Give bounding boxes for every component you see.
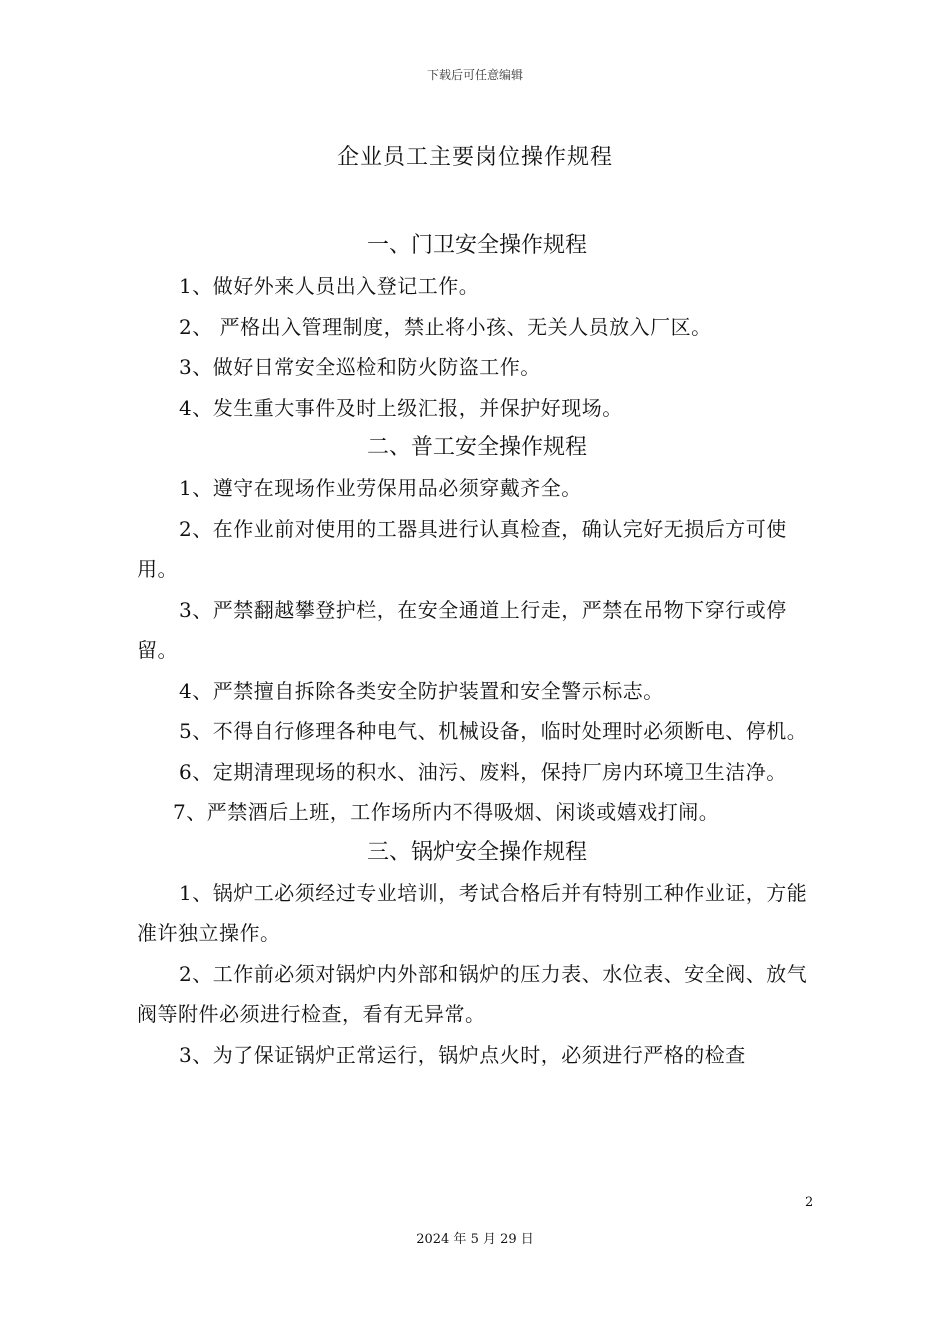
paragraph: 4、严禁擅自拆除各类安全防护装置和安全警示标志。: [179, 678, 664, 703]
section-heading: 一、门卫安全操作规程: [366, 233, 587, 258]
paragraph: 1、做好外来人员出入登记工作。: [179, 274, 480, 298]
section-heading: 三、锅炉安全操作规程: [366, 839, 587, 865]
paragraph: 1、遵守在现场作业劳保用品必须穿戴齐全。: [179, 476, 582, 500]
paragraph: 2、工作前必须对锅炉内外部和锅炉的压力表、水位表、安全阀、放气阀等附件必须进行检查，看有无异常。: [137, 961, 808, 1026]
paragraph: 3、做好日常安全巡检和防火防盗工作。: [179, 355, 541, 379]
paragraph: 4、发生重大事件及时上级汇报，并保护好现场。: [179, 395, 623, 420]
section-heading: 二、普工安全操作规程: [366, 435, 587, 460]
paragraph: 2、在作业前对使用的工器具进行认真检查，确认完好无损后方可使用。: [137, 516, 787, 581]
paragraph: 7、严禁酒后上班，工作场所内不得吸烟、闲谈或嬉戏打闹。: [173, 800, 720, 824]
page-footer-date: 2024 年 5 月 29 日: [416, 1232, 534, 1247]
page-number: 2: [805, 1195, 814, 1210]
paragraph: 3、为了保证锅炉正常运行，锅炉点火时，必须进行严格的检查: [179, 1042, 746, 1067]
document-body: [137, 226, 817, 1075]
page-header: 下载后可任意编辑: [426, 68, 523, 82]
paragraph: 1、锅炉工必须经过专业培训，考试合格后并有特别工种作业证，方能准许独立操作。: [137, 880, 808, 945]
paragraph: 2、 严格出入管理制度，禁止将小孩、无关人员放入厂区。: [179, 314, 712, 339]
paragraph: 6、定期清理现场的积水、油污、废料，保持厂房内环境卫生洁净。: [179, 759, 787, 784]
paragraph: 3、严禁翻越攀登护栏，在安全通道上行走，严禁在吊物下穿行或停留。: [137, 597, 787, 662]
paragraph: 5、不得自行修理各种电气、机械设备，临时处理时必须断电、停机。: [179, 719, 808, 743]
document-title: 企业员工主要岗位操作规程: [336, 145, 613, 170]
